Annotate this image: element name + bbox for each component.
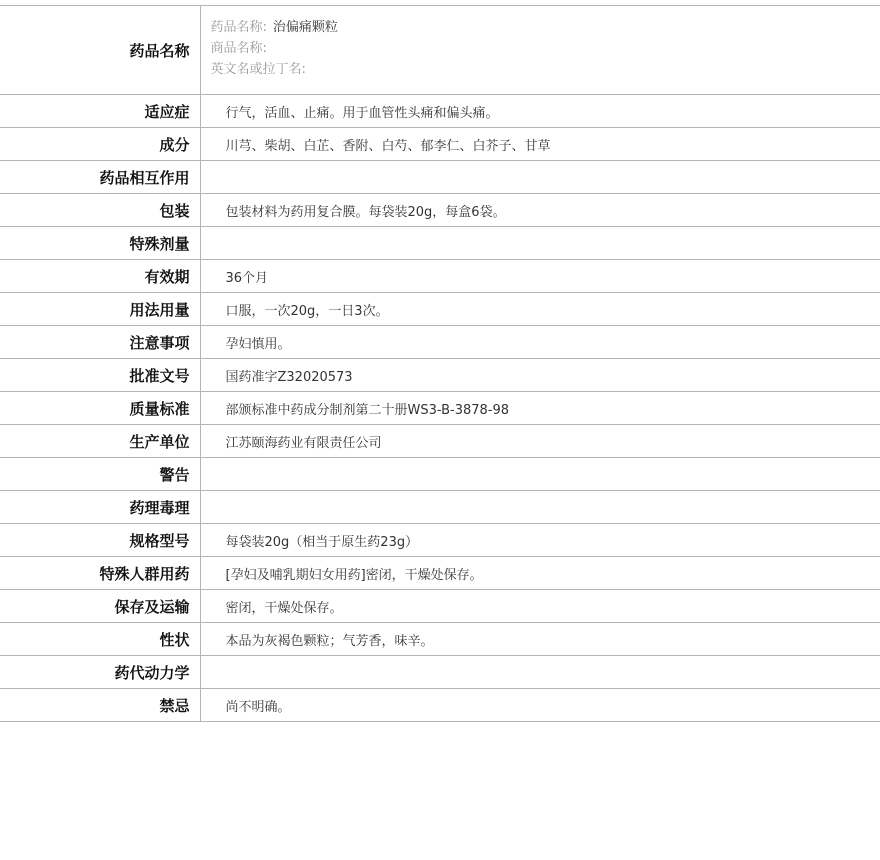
table-row: [0, 260, 880, 293]
table-row: [0, 359, 880, 392]
row-value: 孕妇慎用。: [200, 326, 880, 359]
row-value: 川芎、柴胡、白芷、香附、白芍、郁李仁、白芥子、甘草: [200, 128, 880, 161]
table-row: [0, 656, 880, 689]
row-label: 有效期: [0, 260, 200, 293]
table-row: [0, 95, 880, 128]
table-row: [0, 623, 880, 656]
row-label: 批准文号: [0, 359, 200, 392]
row-label: 药代动力学: [0, 656, 200, 689]
row-label: 质量标准: [0, 392, 200, 425]
row-label: 药品相互作用: [0, 161, 200, 194]
row-value: [孕妇及哺乳期妇女用药]密闭，干燥处保存。: [200, 557, 880, 590]
table-row: [0, 524, 880, 557]
row-value: 36个月: [200, 260, 880, 293]
table-row: [0, 590, 880, 623]
row-value: 行气，活血、止痛。用于血管性头痛和偏头痛。: [200, 95, 880, 128]
english-name-line: [211, 59, 880, 80]
row-value: 口服，一次20g，一日3次。: [200, 293, 880, 326]
row-label: 保存及运输: [0, 590, 200, 623]
drug-spec-table: [0, 5, 880, 722]
table-row: [0, 326, 880, 359]
row-value: 国药准字Z32020573: [200, 359, 880, 392]
row-label: 特殊人群用药: [0, 557, 200, 590]
trade-name-line: [211, 38, 880, 59]
row-value: [200, 458, 880, 491]
trade-name-key: 商品名称:: [210, 41, 267, 56]
row-label: 用法用量: [0, 293, 200, 326]
table-row: [0, 458, 880, 491]
table-row: [0, 227, 880, 260]
row-label: 适应症: [0, 95, 200, 128]
table-row: [0, 128, 880, 161]
row-label: 禁忌: [0, 689, 200, 722]
table-row: [0, 689, 880, 722]
row-label: 药品名称: [0, 6, 200, 95]
row-label: 特殊剂量: [0, 227, 200, 260]
row-label: 警告: [0, 458, 200, 491]
row-value: 每袋装20g（相当于原生药23g）: [200, 524, 880, 557]
drug-name-value: 治偏痛颗粒: [272, 20, 338, 35]
table-row: [0, 161, 880, 194]
row-label: 生产单位: [0, 425, 200, 458]
drug-name-key: 药品名称:: [210, 20, 267, 35]
row-label: 成分: [0, 128, 200, 161]
table-row: [0, 425, 880, 458]
table-row: [0, 557, 880, 590]
row-label: 性状: [0, 623, 200, 656]
row-value: [200, 656, 880, 689]
row-value: 江苏颐海药业有限责任公司: [200, 425, 880, 458]
drug-name-line: [211, 17, 880, 38]
row-value: [200, 161, 880, 194]
table-row-drug-name: [0, 6, 880, 95]
row-label: 规格型号: [0, 524, 200, 557]
row-value: 尚不明确。: [200, 689, 880, 722]
table-row: [0, 194, 880, 227]
row-value: 本品为灰褐色颗粒；气芳香，味辛。: [200, 623, 880, 656]
row-label: 注意事项: [0, 326, 200, 359]
row-value: [200, 491, 880, 524]
row-value: 密闭，干燥处保存。: [200, 590, 880, 623]
row-value: 包装材料为药用复合膜。每袋装20g，每盒6袋。: [200, 194, 880, 227]
table-row: [0, 392, 880, 425]
drug-spec-table-body: [0, 6, 880, 722]
english-name-key: 英文名或拉丁名:: [210, 62, 306, 77]
row-value: 部颁标准中药成分制剂第二十册WS3-B-3878-98: [200, 392, 880, 425]
row-label: 包装: [0, 194, 200, 227]
drug-name-values: [200, 6, 880, 95]
table-row: [0, 491, 880, 524]
row-label: 药理毒理: [0, 491, 200, 524]
row-value: [200, 227, 880, 260]
table-row: [0, 293, 880, 326]
